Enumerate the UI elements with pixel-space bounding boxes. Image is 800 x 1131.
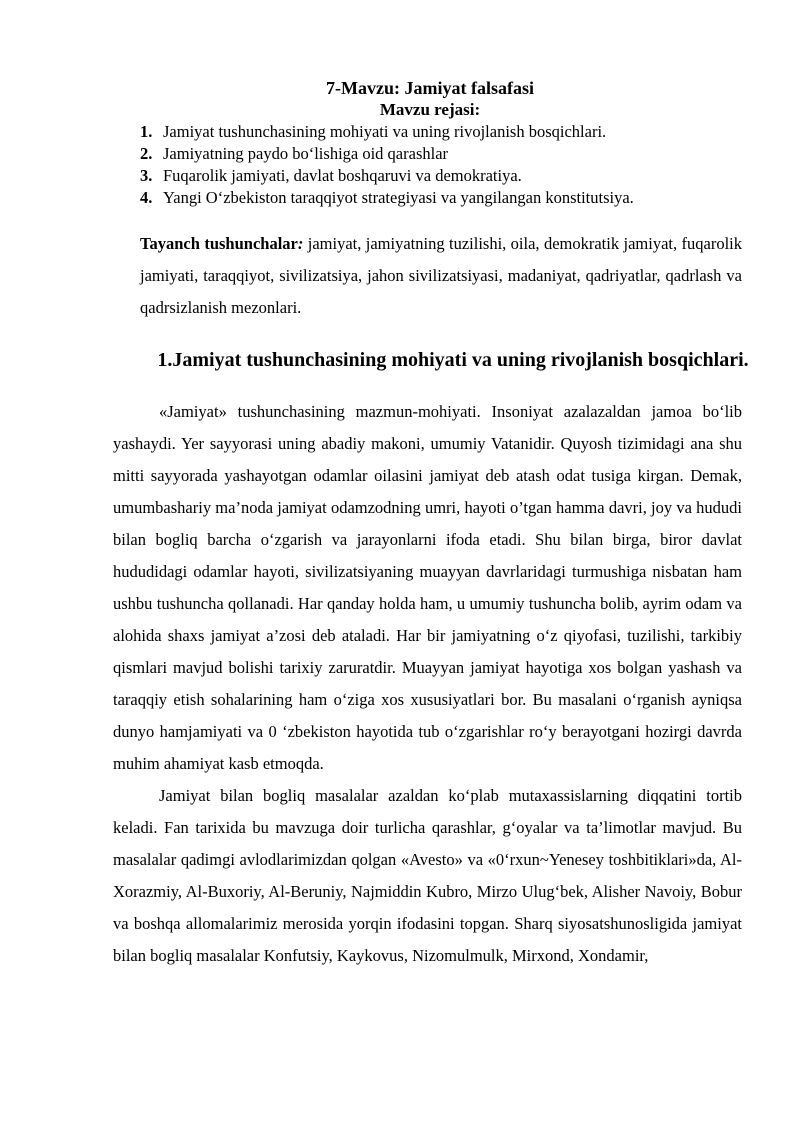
key-terms-label-text: Tayanch tushunchalar xyxy=(140,234,298,253)
key-terms-text: jamiyat, jamiyatning tuzilishi, oila, demokratik jamiyat, fuqarolik jamiyati, taraqqiyot, sivilizatsiya, jahon sivilizatsiyasi, madaniyat, qadriyatlar, qadrlash va qadrsizlanish mezonlari. xyxy=(140,234,742,317)
plan-heading: Mavzu rejasi: xyxy=(379,100,481,119)
plan-item xyxy=(140,143,760,165)
plan-item-number: 4. xyxy=(140,188,153,207)
plan-item-text: Jamiyatning paydo bo‘lishiga oid qarashlar xyxy=(163,144,449,163)
plan-item xyxy=(140,121,760,143)
section-heading: 1.Jamiyat tushunchasining mohiyati va uning rivojlanish bosqichlari. xyxy=(157,349,749,371)
plan-item-number: 1. xyxy=(140,122,153,141)
plan-item-text: Fuqarolik jamiyati, davlat boshqaruvi va demokratiya. xyxy=(163,166,522,185)
body-text xyxy=(113,396,742,972)
plan-item-text: Jamiyat tushunchasining mohiyati va uning rivojlanish bosqichlari. xyxy=(163,122,607,141)
key-terms-paragraph xyxy=(140,228,742,324)
plan-item xyxy=(140,165,760,187)
plan-list xyxy=(140,121,760,209)
plan-item-number: 3. xyxy=(140,166,153,185)
plan-item xyxy=(140,187,760,209)
body-paragraph: Jamiyat bilan bogliq masalalar azaldan ko‘plab mutaxassislarning diqqatini tortib keladi. Fan tarixida bu mavzuga doir turlicha qarashlar, g‘oyalar va ta’limotlar mavjud. Bu masalalar qadimgi avlodlarimizdan qolgan «Avesto» va «0‘rxun~Yenesey toshbitiklari»da, Al-Xorazmiy, Al-Buxoriy, Al-Beruniy, Najmiddin Kubro, Mirzo Ulug‘bek, Alisher Navoiy, Bobur va boshqa allomalarimiz merosida yorqin ifodasini topgan. Sharq siyosatshunosligida jamiyat bilan bogliq masalalar Konfutsiy, Kaykovus, Nizomulmulk, Mirxond, Xondamir, xyxy=(113,786,742,965)
plan-item-text: Yangi O‘zbekiston taraqqiyot strategiyasi va yangilangan konstitutsiya. xyxy=(163,188,634,207)
document-title: 7-Mavzu: Jamiyat falsafasi xyxy=(326,78,534,98)
body-paragraph: «Jamiyat» tushunchasining mazmun-mohiyati. Insoniyat azalazaldan jamoa bo‘lib yashaydi. Yer sayyorasi uning abadiy makoni, umumiy Vatanidir. Quyosh tizimidagi ana shu mitti sayyorada yashayotgan odamlar oilasini jamiyat deb atash odat tusiga kirgan. Demak, umumbashariy ma’noda jamiyat odamzodning umri, hayoti o’tgan hamma davri, joy va hududi bilan bogliq barcha o‘zgarish va jarayonlarni ifoda etadi. Shu bilan birga, biror davlat hududidagi odamlar hayoti, sivilizatsiyaning muayyan davrlaridagi turmushiga nisbatan ham ushbu tushuncha qollanadi. Har qanday holda ham, u umumiy tushuncha bolib, ayrim odam va alohida shaxs jamiyat a’zosi deb ataladi. Har bir jamiyatning o‘z qiyofasi, tuzilishi, tarkibiy qismlari mavjud bolishi tarixiy zaruratdir. Muayyan jamiyat hayotiga xos bolgan yashash va taraqqiy etish sohalarining ham o‘ziga xos xususiyatlari bor. Bu masalani o‘rganish ayniqsa dunyo hamjamiyati va 0 ‘zbekiston hayotida tub o‘zgarishlar ro‘y berayotgani hozirgi davrda muhim ahamiyat kasb etmoqda. xyxy=(113,402,742,773)
key-terms-colon: : xyxy=(297,234,304,253)
plan-item-number: 2. xyxy=(140,144,153,163)
key-terms-label xyxy=(140,234,303,253)
